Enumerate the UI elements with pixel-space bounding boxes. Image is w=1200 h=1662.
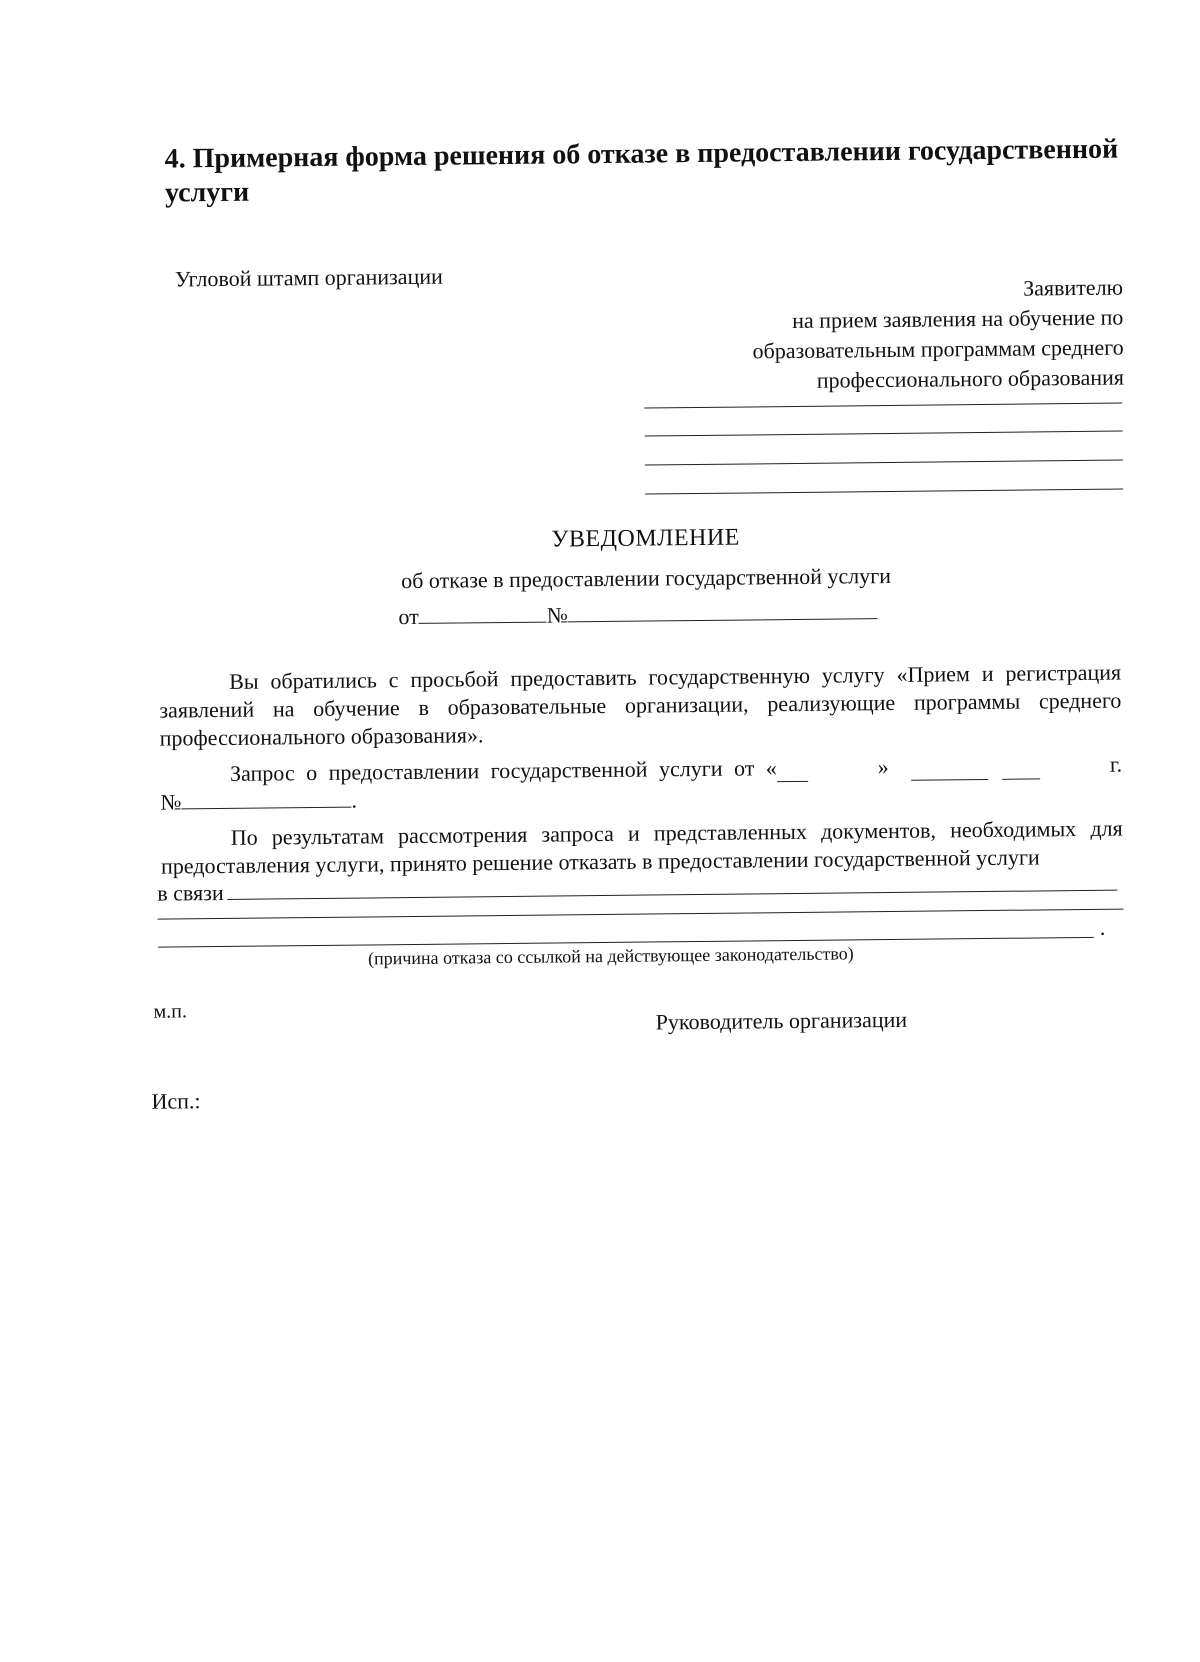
recipient-line-1: Заявителю	[1023, 274, 1124, 301]
signatory-label: Руководитель организации	[655, 1006, 908, 1035]
notice-heading: УВЕДОМЛЕНИЕ	[551, 524, 741, 553]
reason-lead: в связи	[157, 879, 224, 906]
request-day-blank	[777, 763, 808, 782]
document-title: 4. Примерная форма решения об отказе в предоставлении государственной услуги	[164, 133, 1119, 209]
recipient-blank-line	[645, 460, 1123, 466]
notice-date-number-line	[398, 599, 878, 630]
recipient-blank-line	[645, 489, 1123, 495]
corner-stamp-label: Угловой штамп организации	[174, 263, 443, 292]
request-number-prefix: №	[160, 789, 182, 815]
request-text: Запрос о предоставлении государственной услуги от «	[229, 755, 777, 786]
request-number-end: .	[351, 787, 357, 813]
reason-blank-line	[158, 909, 1124, 920]
recipient-line-3: образовательным программам среднего	[752, 334, 1124, 364]
request-year-suffix: г.	[1109, 751, 1123, 777]
notice-subheading: об отказе в предоставлении государственной услуги	[400, 562, 892, 594]
paragraph-request-intro: Вы обратились с просьбой предоставить государственную услугу «Прием и регистрация заявлений на обучение в образовательные организации, реализующие программы среднего профессионального образования».	[159, 659, 1122, 751]
executor-label: Исп.:	[151, 1088, 201, 1114]
seal-label: м.п.	[153, 1000, 188, 1023]
date-blank	[419, 604, 547, 624]
date-prefix: от	[398, 603, 419, 630]
paragraph-request-ref	[160, 751, 1123, 817]
number-blank	[568, 600, 878, 622]
reason-end: .	[1099, 914, 1106, 940]
request-month-blank	[911, 761, 988, 781]
recipient-line-4: профессионального образования	[816, 364, 1125, 393]
recipient-blank-line	[645, 431, 1123, 437]
request-year-blank	[1001, 760, 1040, 779]
number-prefix: №	[546, 602, 568, 628]
recipient-line-2: на прием заявления на обучение по	[792, 304, 1124, 334]
request-quote-close: »	[877, 754, 889, 780]
reason-caption: (причина отказа со ссылкой на действующее законодательство)	[367, 943, 854, 969]
paragraph-decision: По результатам рассмотрения запроса и представленных документов, необходимых для предоставления услуги, принято решение отказать в предоставлении государственной услуги	[160, 815, 1123, 879]
request-number-blank	[181, 789, 351, 810]
recipient-block	[703, 273, 1124, 397]
recipient-blank-line	[644, 403, 1122, 409]
